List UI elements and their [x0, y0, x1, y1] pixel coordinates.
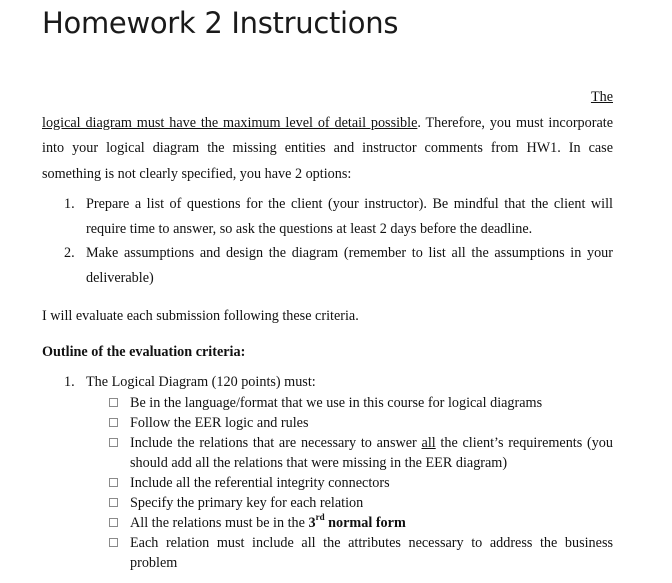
checklist-text-line: should add all the relations that were missing in the EER diagram): [130, 455, 508, 471]
checkbox-icon: [109, 538, 118, 547]
criteria-heading: [42, 372, 613, 392]
paragraph-line-1-rest: . Therefore, you must incorporate: [417, 114, 613, 131]
criteria-checklist: [42, 393, 613, 573]
option-line: Prepare a list of questions for the client (your instructor). Be mindful that the client will: [86, 196, 613, 212]
option-line: require time to answer, so ask the questions at least 2 days before the deadline.: [86, 220, 533, 237]
checkbox-icon: [109, 518, 118, 527]
paragraph-line-3: something is not clearly specified, you have 2 options:: [42, 165, 352, 182]
criteria-heading-text: The Logical Diagram (120 points) must:: [86, 374, 316, 390]
paragraph-line-2: into your logical diagram the missing entities and instructor comments from HW1. In case: [42, 140, 613, 156]
checklist-item: [42, 473, 613, 493]
checklist-item: [42, 493, 613, 513]
underlined-word: all: [421, 435, 436, 451]
ordinal-superscript: rd: [315, 512, 325, 523]
checklist-text-line: Each relation must include all the attributes necessary to address the business: [130, 535, 613, 551]
option-number: 2.: [64, 245, 75, 261]
paragraph-the: The: [590, 89, 613, 105]
checklist-text: Be in the language/format that we use in this course for logical diagrams: [130, 395, 543, 411]
checklist-text-line: [130, 433, 613, 453]
option-line: Make assumptions and design the diagram (remember to list all the assumptions in your: [86, 245, 613, 261]
outline-heading: Outline of the evaluation criteria:: [42, 344, 246, 360]
page-title: Homework 2 Instructions: [42, 6, 399, 40]
options-list: [42, 192, 613, 290]
checkbox-icon: [109, 398, 118, 407]
checklist-item: [42, 513, 613, 533]
checkbox-icon: [109, 478, 118, 487]
checkbox-icon: [109, 418, 118, 427]
paragraph-line-1: [42, 111, 613, 137]
option-item: [42, 192, 613, 241]
option-item: [42, 241, 613, 290]
checklist-text: All the relations must be in the: [130, 515, 309, 531]
checklist-text: the client’s requirements (you: [435, 435, 613, 451]
checklist-text-line: problem: [130, 555, 178, 571]
checkbox-icon: [109, 438, 118, 447]
underlined-phrase: logical diagram must have the maximum level of detail possible: [42, 114, 418, 131]
checklist-item: [42, 393, 613, 413]
evaluate-text: I will evaluate each submission following these criteria.: [42, 308, 359, 324]
checklist-text-bold: 3: [308, 515, 316, 531]
criteria-list: [42, 372, 613, 573]
checklist-text: Include the relations that are necessary to answer: [130, 435, 422, 451]
option-line: deliverable): [86, 269, 154, 286]
checklist-item: [42, 413, 613, 433]
checklist-text: Include all the referential integrity connectors: [130, 475, 390, 491]
checklist-text-bold: normal form: [324, 515, 406, 531]
checklist-item: [42, 433, 613, 473]
checklist-text: Specify the primary key for each relation: [130, 495, 364, 511]
intro-paragraph: [42, 85, 613, 187]
checklist-item: [42, 533, 613, 573]
checkbox-icon: [109, 498, 118, 507]
checklist-text: Follow the EER logic and rules: [130, 415, 309, 431]
criteria-number: 1.: [64, 374, 75, 390]
option-number: 1.: [64, 196, 75, 212]
